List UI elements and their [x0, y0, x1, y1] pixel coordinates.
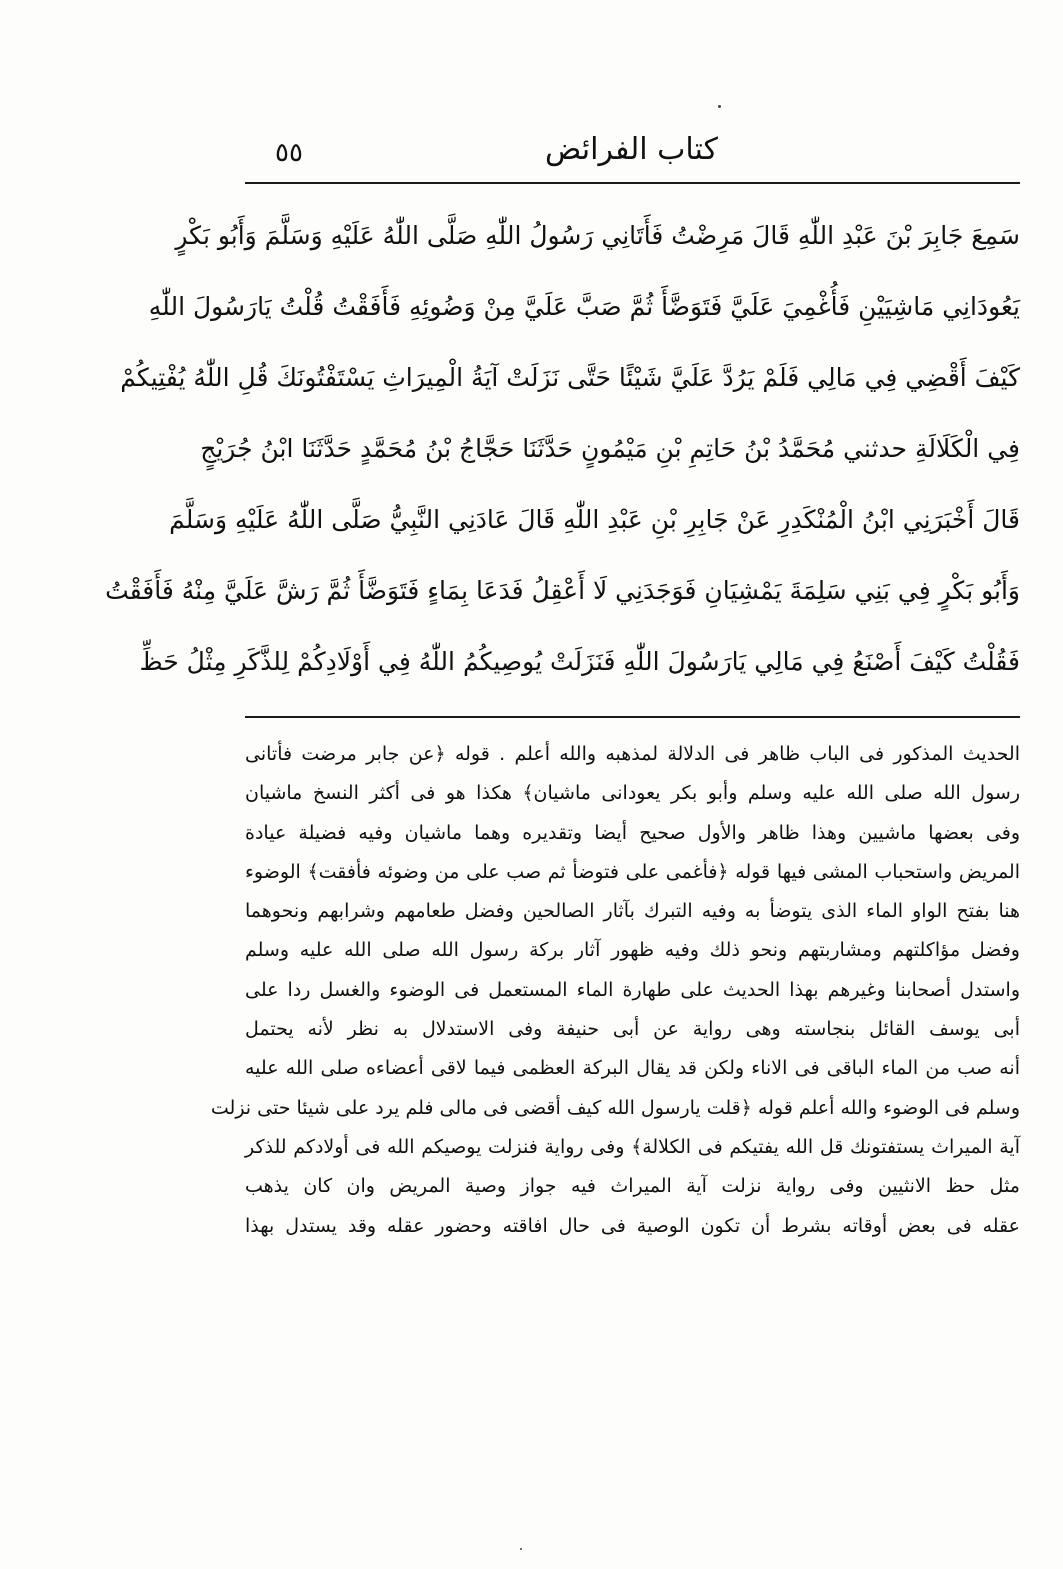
commentary-line: عقله فى بعض أوقاته بشرط أن تكون الوصية فى حال افاقته وحضور عقله وقد يستدل بهذا [245, 1214, 1020, 1237]
commentary-line: وسلم فى الوضوء والله أعلم قوله ﴿قلت يارسول الله كيف أقضى فى مالى فلم يرد على شيئا حتى نزلت [210, 1096, 1020, 1119]
commentary-line: أنه صب من الماء الباقى فى الاناء ولكن قد يقال البركة العظمى فيما لاقى أعضاءه صلى الله عليه [245, 1057, 1020, 1080]
commentary-line: وفضل مؤاكلتهم ومشاربتهم ونحو ذلك وفيه ظهور آثار بركة رسول الله صلى الله عليه وسلم [245, 939, 1020, 962]
hadith-line: كَيْفَ أَقْضِي فِي مَالِي فَلَمْ يَرُدَّ عَلَيَّ شَيْئًا حَتَّى نَزَلَتْ آيَةُ الْمِيرَاثِ يَسْتَفْتُونَكَ قُلِ اللّٰهُ يُفْتِيكُمْ [120, 363, 1020, 392]
commentary-divider [245, 716, 1020, 718]
page-number: ٥٥ [275, 138, 303, 168]
page-header [245, 132, 1020, 180]
commentary-line: وفى بعضها ماشيين وهذا ظاهر والأول صحيح أيضا وتقديره وهما ماشيان وفيه فضيلة عيادة [245, 821, 1020, 844]
hadith-line: يَعُودَانِي مَاشِيَيْنِ فَأُغْمِيَ عَلَيَّ فَتَوَضَّأَ ثُمَّ صَبَّ عَلَيَّ مِنْ وَضُوئِهِ فَأَفَقْتُ قُلْتُ يَارَسُولَ اللّٰهِ [148, 292, 1020, 321]
hadith-line: فِي الْكَلَالَةِ حدثني مُحَمَّدُ بْنُ حَاتِمِ بْنِ مَيْمُونٍ حَدَّثَنَا حَجَّاجُ بْنُ مُحَمَّدٍ حَدَّثَنَا ابْنُ جُرَيْجٍ [200, 434, 1020, 463]
commentary-line: مثل حظ الانثيين وفى رواية نزلت آية الميراث فيه جواز وصية المريض وان كان يذهب [245, 1175, 1020, 1198]
hadith-line: فَقُلْتُ كَيْفَ أَصْنَعُ فِي مَالِي يَارَسُولَ اللّٰهِ فَنَزَلَتْ يُوصِيكُمُ اللّٰهُ فِي أَوْلَادِكُمْ لِلذَّكَرِ مِثْلُ حَظِّ [139, 647, 1020, 676]
commentary-line: رسول الله صلى الله عليه وسلم وأبو بكر يعودانى ماشيان﴾ هكذا هو فى أكثر النسخ ماشيان [245, 782, 1020, 805]
hadith-line: سَمِعَ جَابِرَ بْنَ عَبْدِ اللّٰهِ قَالَ مَرِضْتُ فَأَتَانِي رَسُولُ اللّٰهِ صَلَّى اللّٰهُ عَلَيْهِ وَسَلَّمَ وَأَبُو بَكْرٍ [175, 221, 1020, 250]
ink-speck [718, 105, 721, 108]
commentary-line: آية الميراث يستفتونك قل الله يفتيكم فى الكلالة﴾ وفى رواية فنزلت يوصيكم الله فى أولادكم للذكر [245, 1135, 1020, 1158]
commentary-line: واستدل أصحابنا وغيرهم بهذا الحديث على طهارة الماء المستعمل فى الوضوء والغسل ردا على [245, 978, 1020, 1001]
header-divider [245, 182, 1020, 184]
running-title: كتاب الفرائض [545, 132, 718, 167]
hadith-text [105, 200, 1020, 697]
commentary-line: الحديث المذكور فى الباب ظاهر فى الدلالة لمذهبه والله أعلم . قوله ﴿عن جابر مرضت فأتانى [245, 743, 1020, 765]
hadith-line: قَالَ أَخْبَرَنِي ابْنُ الْمُنْكَدِرِ عَنْ جَابِرِ بْنِ عَبْدِ اللّٰهِ قَالَ عَادَنِي النَّبِيُّ صَلَّى اللّٰهُ عَلَيْهِ وَسَلَّمَ [169, 505, 1020, 534]
commentary-line: المريض واستحباب المشى فيها قوله ﴿فأغمى على فتوضأ ثم صب على من وضوئه فأفقت﴾ الوضوء [245, 860, 1020, 883]
commentary-text [210, 735, 1020, 1246]
commentary-line: أبى يوسف القائل بنجاسته وهى رواية عن أبى حنيفة وفى الاستدلال به نظر لأنه يحتمل [245, 1018, 1020, 1041]
commentary-line: هنا بفتح الواو الماء الذى يتوضأ به وفيه التبرك بآثار الصالحين وفضل طعامهم وشرابهم ونحوهما [245, 900, 1020, 923]
hadith-line: وَأَبُو بَكْرٍ فِي بَنِي سَلِمَةَ يَمْشِيَانِ فَوَجَدَنِي لَا أَعْقِلُ فَدَعَا بِمَاءٍ فَتَوَضَّأَ ثُمَّ رَشَّ عَلَيَّ مِنْهُ فَأَفَقْتُ [105, 576, 1020, 605]
ink-speck [520, 1548, 522, 1550]
